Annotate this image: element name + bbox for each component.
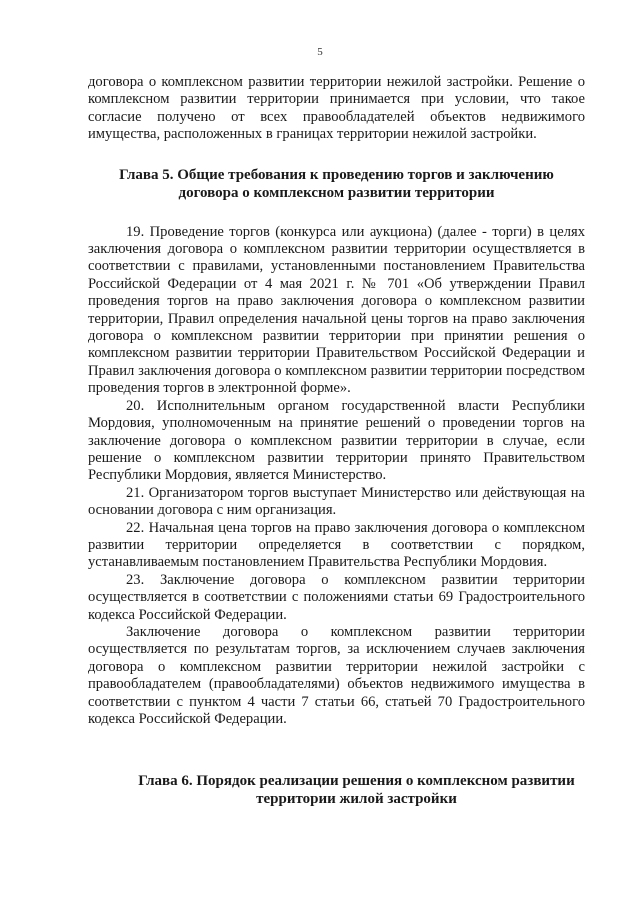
paragraph-21: 21. Организатором торгов выступает Министерство или действующая на основании договора с ним организация. — [88, 484, 585, 519]
paragraph-22: 22. Начальная цена торгов на право заключения договора о комплексном развитии территории определяется в соответствии с порядком, устанавливаемым постановлением Правительства Республики Мордовия. — [88, 519, 585, 571]
chapter-6-heading: Глава 6. Порядок реализации решения о комплексном развитии территории жилой застройки — [138, 773, 575, 808]
chapter-5-heading: Глава 5. Общие требования к проведению торгов и заключению договора о комплексном развитии территории — [119, 166, 554, 201]
paragraph-20: 20. Исполнительным органом государственной власти Республики Мордовия, уполномоченным на принятие решений о проведении торгов на заключение договора о комплексном развитии территории в случае, если решение о комплексном развитии территории принято Правительством Республики Мордовия, является Министерство. — [88, 397, 585, 484]
paragraph-19: 19. Проведение торгов (конкурса или аукциона) (далее - торги) в целях заключения договора о комплексном развитии территории осуществляется в соответствии с правилами, установленными постановлением Правительства Российской Федерации от 4 мая 2021 г. № 701 «Об утверждении Правил проведения торгов на право заключения договора о комплексном развитии территории, Правил определения начальной цены торгов на право заключения договора о комплексном развитии территории при принятии решения о комплексном развитии территории Правительством Российской Федерации и Правил заключения договора о комплексном развитии территории посредством проведения торгов в электронной форме». — [88, 223, 585, 397]
paragraph-23: 23. Заключение договора о комплексном развитии территории осуществляется в соответствии с положениями статьи 69 Градостроительного кодекса Российской Федерации. — [88, 571, 585, 623]
paragraph-23-continuation: Заключение договора о комплексном развитии территории осуществляется по результатам торгов, за исключением случаев заключения договора о комплексном развитии территории нежилой застройки с правообладателем (правообладателями) объектов недвижимого имущества в соответствии с пунктом 4 части 7 статьи 66, статьей 70 Градостроительного кодекса Российской Федерации. — [88, 623, 585, 727]
page-number: 5 — [317, 46, 323, 58]
paragraph-intro: договора о комплексном развитии территории нежилой застройки. Решение о комплексном развитии территории принимается при условии, что такое согласие получено от всех правообладателей объектов недвижимого имущества, расположенных в границах территории нежилой застройки. — [88, 74, 585, 143]
document-body — [88, 74, 585, 808]
